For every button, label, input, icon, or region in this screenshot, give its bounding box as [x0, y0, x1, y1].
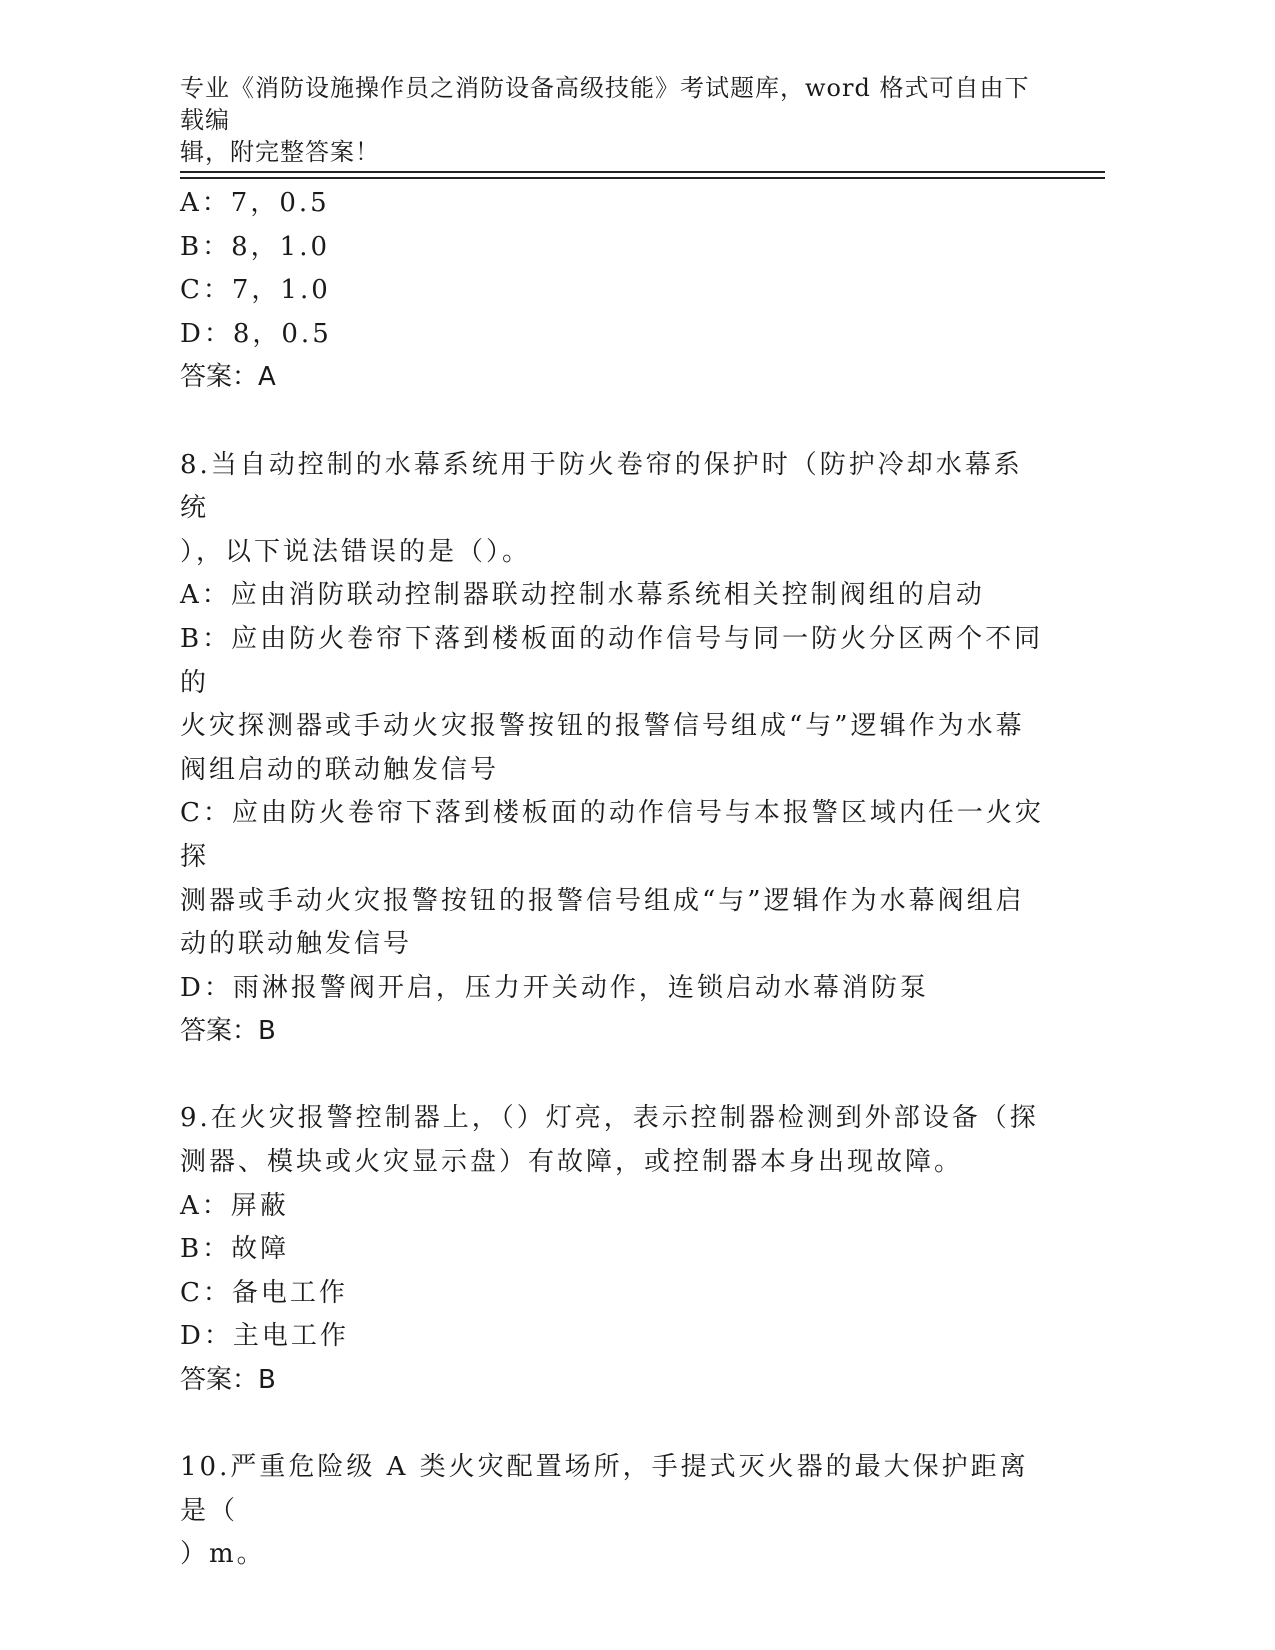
paragraph-spacer: [180, 1054, 1050, 1098]
question-9-stem-line-1: 9.在火灾报警控制器上，（）灯亮，表示控制器检测到外部设备（探: [180, 1103, 1039, 1134]
question-7-answer: 答案：A: [180, 362, 276, 393]
question-8-option-d: D：雨淋报警阀开启，压力开关动作，连锁启动水幕消防泵: [180, 972, 929, 1003]
question-8-option-b-line-3: 阀组启动的联动触发信号: [180, 754, 500, 785]
question-8-option-c-line-2: 测器或手动火灾报警按钮的报警信号组成“与”逻辑作为水幕阀组启: [180, 885, 1025, 916]
paragraph-spacer: [180, 1403, 1050, 1447]
question-7-option-d: D：8，0.5: [180, 318, 332, 349]
question-7-block: [180, 182, 1050, 400]
question-9-option-b: B：故障: [180, 1234, 290, 1265]
question-10-stem-line-1: 10.严重危险级 A 类火灾配置场所，手提式灭火器的最大保护距离是（: [180, 1452, 1029, 1526]
question-9-option-c: C：备电工作: [180, 1277, 348, 1308]
question-8-block: [180, 444, 1050, 1054]
question-8-stem-line-2: ），以下说法错误的是（）。: [180, 536, 532, 567]
question-9-answer: 答案：B: [180, 1365, 276, 1396]
question-10-stem-line-2: ）m。: [180, 1539, 266, 1570]
question-8-stem-line-1: 8.当自动控制的水幕系统用于防火卷帘的保护时（防护冷却水幕系统: [180, 449, 1023, 524]
question-8-option-c-line-1: C：应由防火卷帘下落到楼板面的动作信号与本报警区域内任一火灾探: [180, 798, 1044, 872]
question-7-option-c: C：7，1.0: [180, 275, 331, 306]
question-8-option-b-line-1: B：应由防火卷帘下落到楼板面的动作信号与同一防火分区两个不同的: [180, 623, 1044, 698]
document-header: [180, 72, 1050, 168]
question-content: [180, 182, 1050, 1577]
question-9-option-d: D：主电工作: [180, 1321, 349, 1352]
header-line-1: 专业《消防设施操作员之消防设备高级技能》考试题库，word 格式可自由下载编: [180, 74, 1030, 134]
header-line-2: 辑，附完整答案！: [180, 138, 380, 166]
header-divider-top: [180, 171, 1105, 173]
question-9-option-a: A：屏蔽: [180, 1190, 289, 1221]
header-divider-bottom: [180, 177, 1105, 179]
question-7-option-a: A：7，0.5: [180, 188, 330, 218]
question-8-option-a: A：应由消防联动控制器联动控制水幕系统相关控制阀组的启动: [180, 580, 985, 611]
question-8-option-c-line-3: 动的联动触发信号: [180, 929, 413, 960]
paragraph-spacer: [180, 400, 1050, 444]
question-10-block: [180, 1446, 1050, 1577]
question-9-stem-line-2: 测器、模块或火灾显示盘）有故障，或控制器本身出现故障。: [180, 1147, 964, 1178]
question-7-option-b: B：8，1.0: [180, 231, 330, 262]
question-9-block: [180, 1097, 1050, 1402]
question-8-answer: 答案：B: [180, 1016, 276, 1047]
question-8-option-b-line-2: 火灾探测器或手动火灾报警按钮的报警信号组成“与”逻辑作为水幕: [180, 711, 1025, 742]
